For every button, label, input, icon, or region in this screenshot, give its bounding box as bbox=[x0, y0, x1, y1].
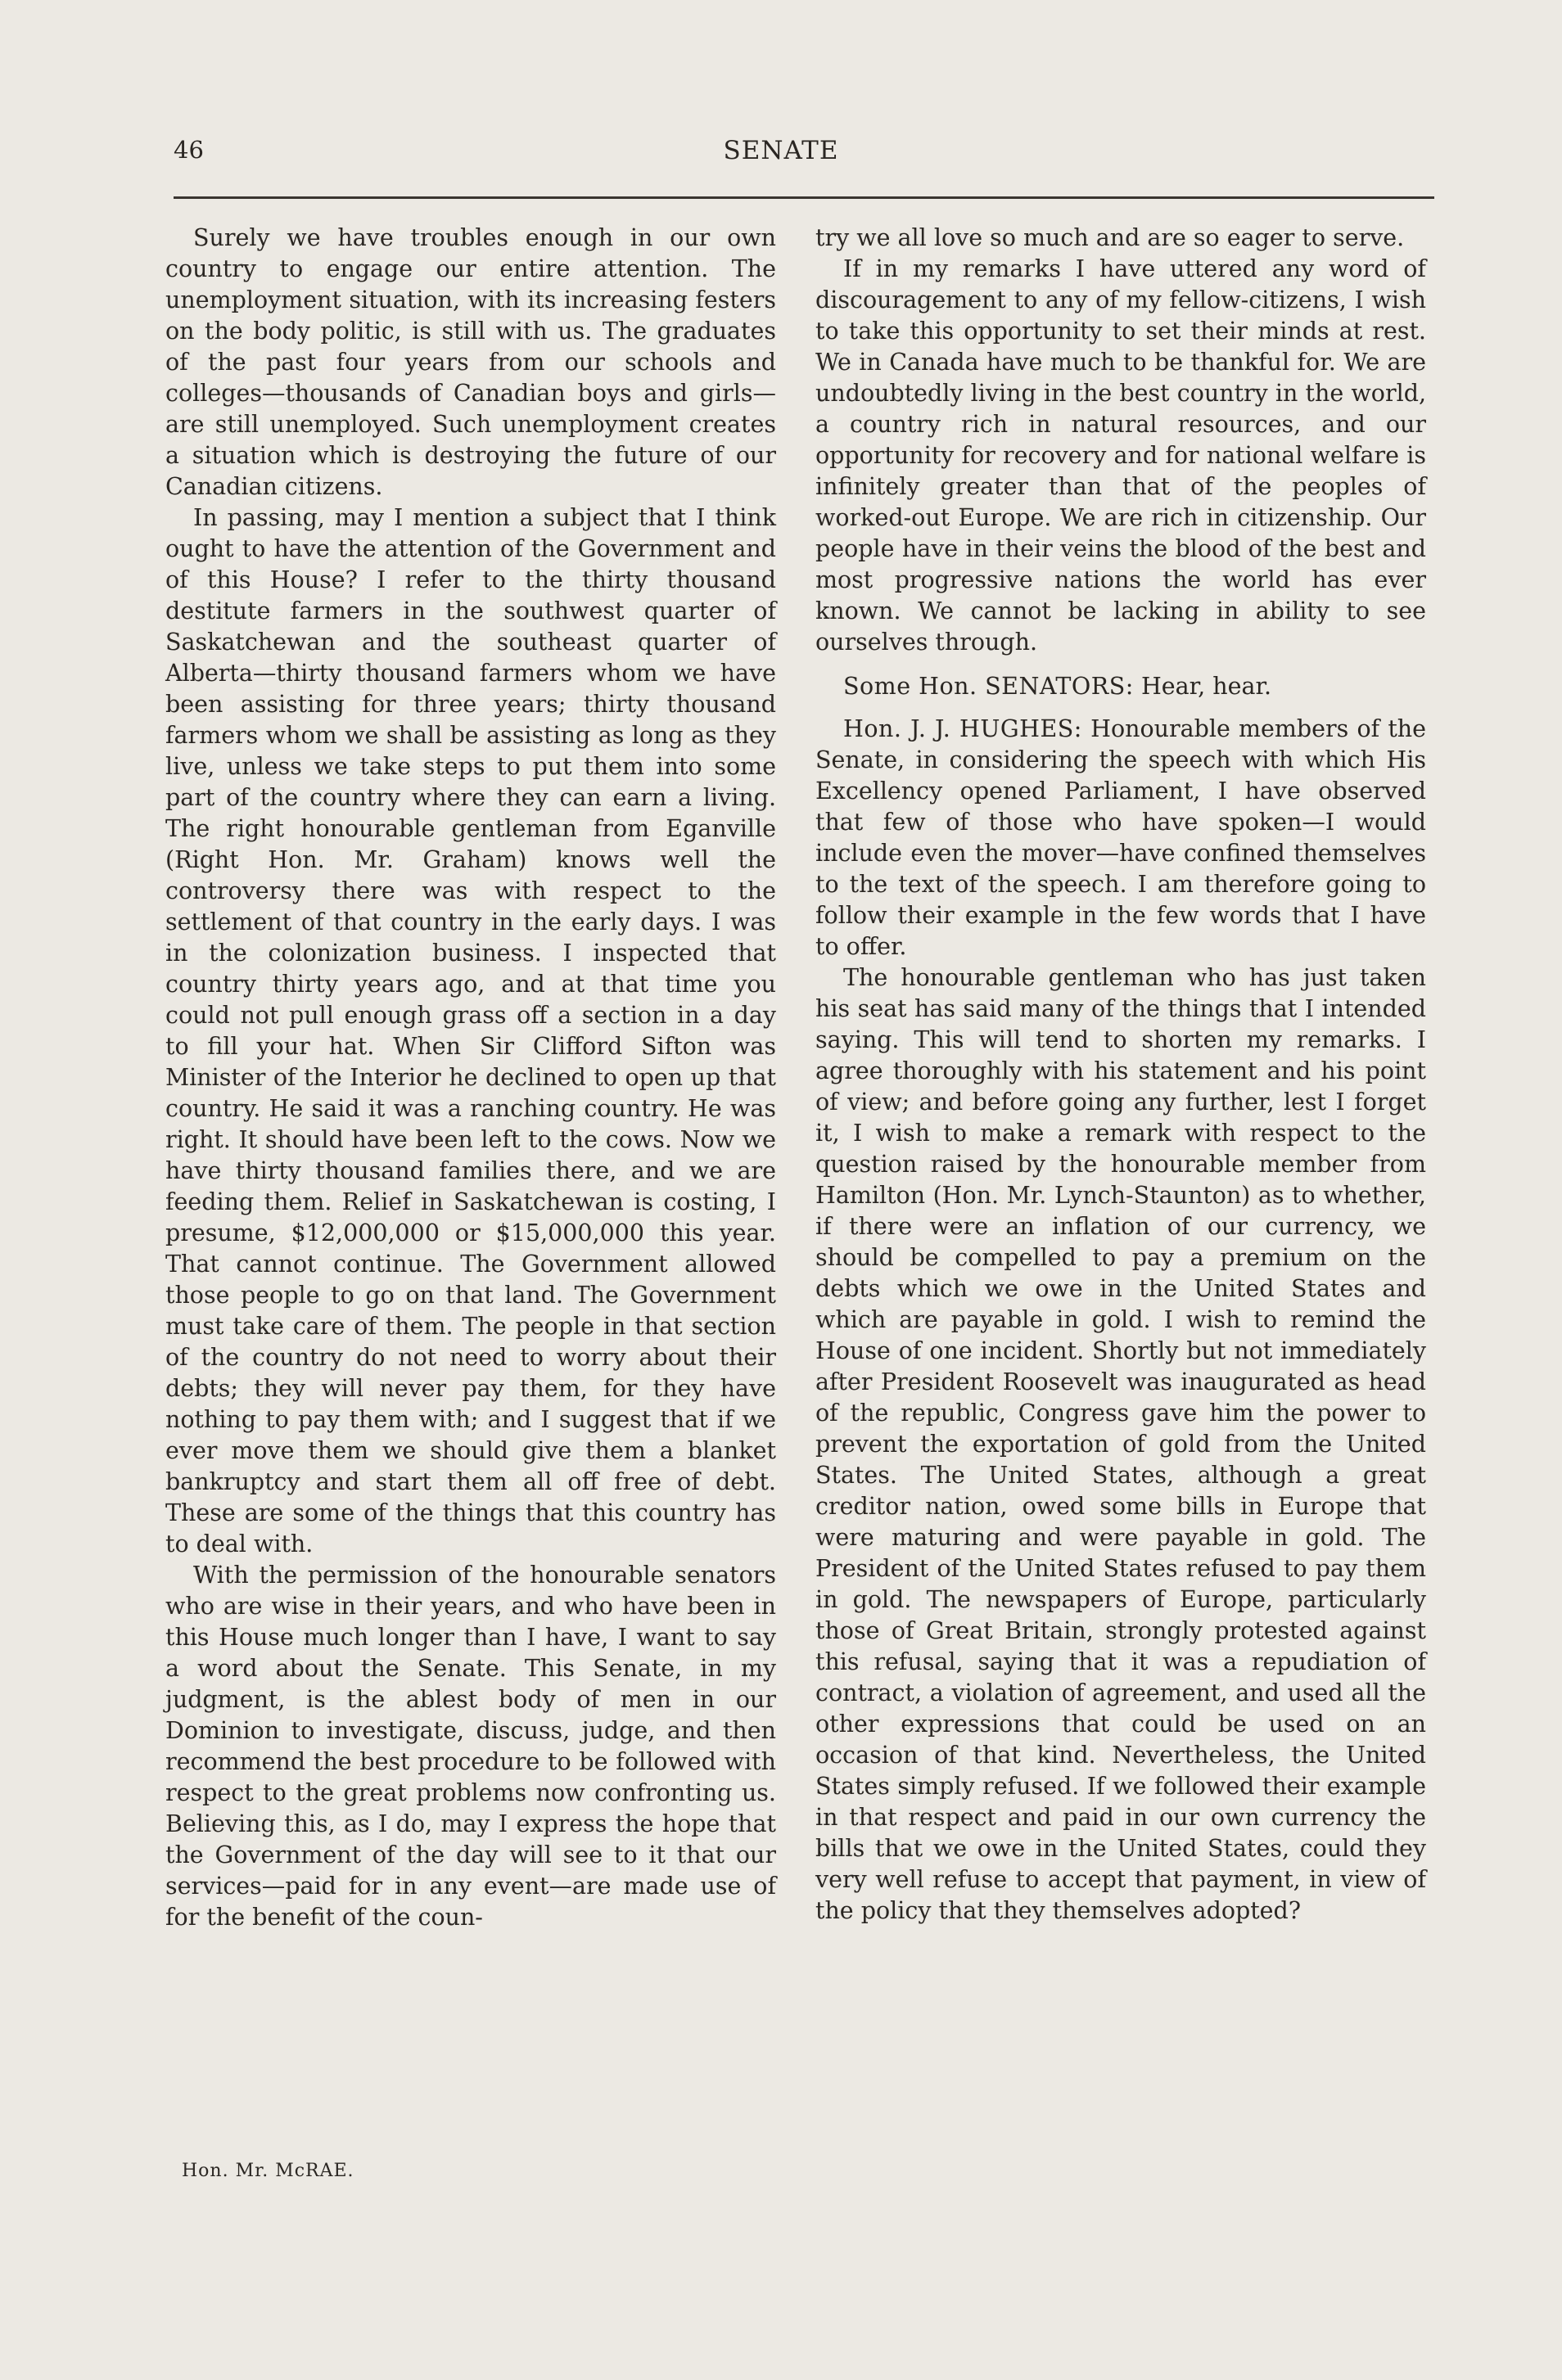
speech-opening bbox=[815, 714, 1426, 962]
speech-text: Honourable members of the Senate, in considering the speech with which His Excellency opened Parliament, I have observed that few of those who have spoken—I would include even the mover—have confined themselves to the text of the speech. I am therefore going to follow their example in the few words that I have to offer. bbox=[815, 715, 1427, 960]
speaker-name: Some Hon. SENATORS: bbox=[843, 673, 1134, 700]
interjection-text: Hear, hear. bbox=[1140, 673, 1272, 700]
continuation-paragraph: try we all love so much and are so eager to serve. bbox=[815, 224, 1405, 251]
page-number: 46 bbox=[174, 136, 204, 164]
right-column bbox=[815, 223, 1426, 1927]
footer-speaker-tag: Hon. Mr. McRAE. bbox=[182, 2161, 354, 2181]
paragraph: If in my remarks I have uttered any word of discouragement to any of my fellow-citizens, I wish to take this opportunity to set their minds at rest. We in Canada have much to be thankful for. We are undoubtedly living in the best country in the world, a country rich in natural resources, and our opportunity for recovery and for national welfare is infinitely greater than that of the peoples of worked-out Europe. We are rich in citizenship. Our people have in their veins the blood of the best and most progressive nations the world has ever known. We cannot be lacking in ability to see ourselves through. bbox=[815, 255, 1426, 656]
interjection bbox=[815, 671, 1426, 702]
paragraph: With the permission of the honourable senators who are wise in their years, and who have been in this House much longer than I have, I want to say a word about the Senate. This Senate, in my judgment, is the ablest body of men in our Dominion to investigate, discuss, judge, and then recommend the best procedure to be followed with respect to the great problems now confronting us. Believing this, as I do, may I express the hope that the Government of the day will see to it that our services—paid for in any event—are made use of for the benefit of the coun- bbox=[165, 1562, 776, 1931]
running-title: SENATE bbox=[723, 136, 839, 165]
paragraph: Surely we have troubles enough in our own country to engage our entire attention. The unemployment situation, with its increasing festers on the body politic, is still with us. The graduates of the past four years from our schools and colleges—thousands of Canadian boys and girls—are still unemployed. Such unemployment creates a situation which is destroying the future of our Canadian citizens. bbox=[165, 224, 776, 500]
header-rule bbox=[174, 196, 1434, 199]
speaker-name: Hon. J. J. HUGHES: bbox=[843, 715, 1082, 742]
paragraph: In passing, may I mention a subject that I think ought to have the attention of the Government and of this House? I refer to the thirty thousand destitute farmers in the southwest quarter of Saskatchewan and the southeast quarter of Alberta—thirty thousand farmers whom we have been assisting for three years; thirty thousand farmers whom we shall be assisting as long as they live, unless we take steps to put them into some part of the country where they can earn a living. The right honourable gentleman from Eganville (Right Hon. Mr. Graham) knows well the controversy there was with respect to the settlement of that country in the early days. I was in the colonization business. I inspected that country thirty years ago, and at that time you could not pull enough grass off a section in a day to fill your hat. When Sir Clifford Sifton was Minister of the Interior he declined to open up that country. He said it was a ranching country. He was right. It should have been left to the cows. Now we have thirty thousand families there, and we are feeding them. Relief in Saskatchewan is costing, I presume, $12,000,000 or $15,000,000 this year. That cannot continue. The Government allowed those people to go on that land. The Government must take care of them. The people in that section of the country do not need to worry about their debts; they will never pay them, for they have nothing to pay them with; and I suggest that if we ever move them we should give them a blanket bankruptcy and start them all off free of debt. These are some of the things that this country has to deal with. bbox=[165, 504, 776, 1557]
left-column bbox=[165, 223, 776, 1933]
paragraph: The honourable gentleman who has just taken his seat has said many of the things that I intended saying. This will tend to shorten my remarks. I agree thoroughly with his statement and his point of view; and before going any further, lest I forget it, I wish to make a remark with respect to the question raised by the honourable member from Hamilton (Hon. Mr. Lynch-Staunton) as to whether, if there were an inflation of our currency, we should be compelled to pay a premium on the debts which we owe in the United States and which are payable in gold. I wish to remind the House of one incident. Shortly but not immediately after President Roosevelt was inaugurated as head of the republic, Congress gave him the power to prevent the exportation of gold from the United States. The United States, although a great creditor nation, owed some bills in Europe that were maturing and were payable in gold. The President of the United States refused to pay them in gold. The newspapers of Europe, particularly those of Great Britain, strongly protested against this refusal, saying that it was a repudiation of contract, a violation of agreement, and used all the other expressions that could be used on an occasion of that kind. Nevertheless, the United States simply refused. If we followed their example in that respect and paid in our own currency the bills that we owe in the United States, could they very well refuse to accept that payment, in view of the policy that they themselves adopted? bbox=[815, 964, 1426, 1924]
